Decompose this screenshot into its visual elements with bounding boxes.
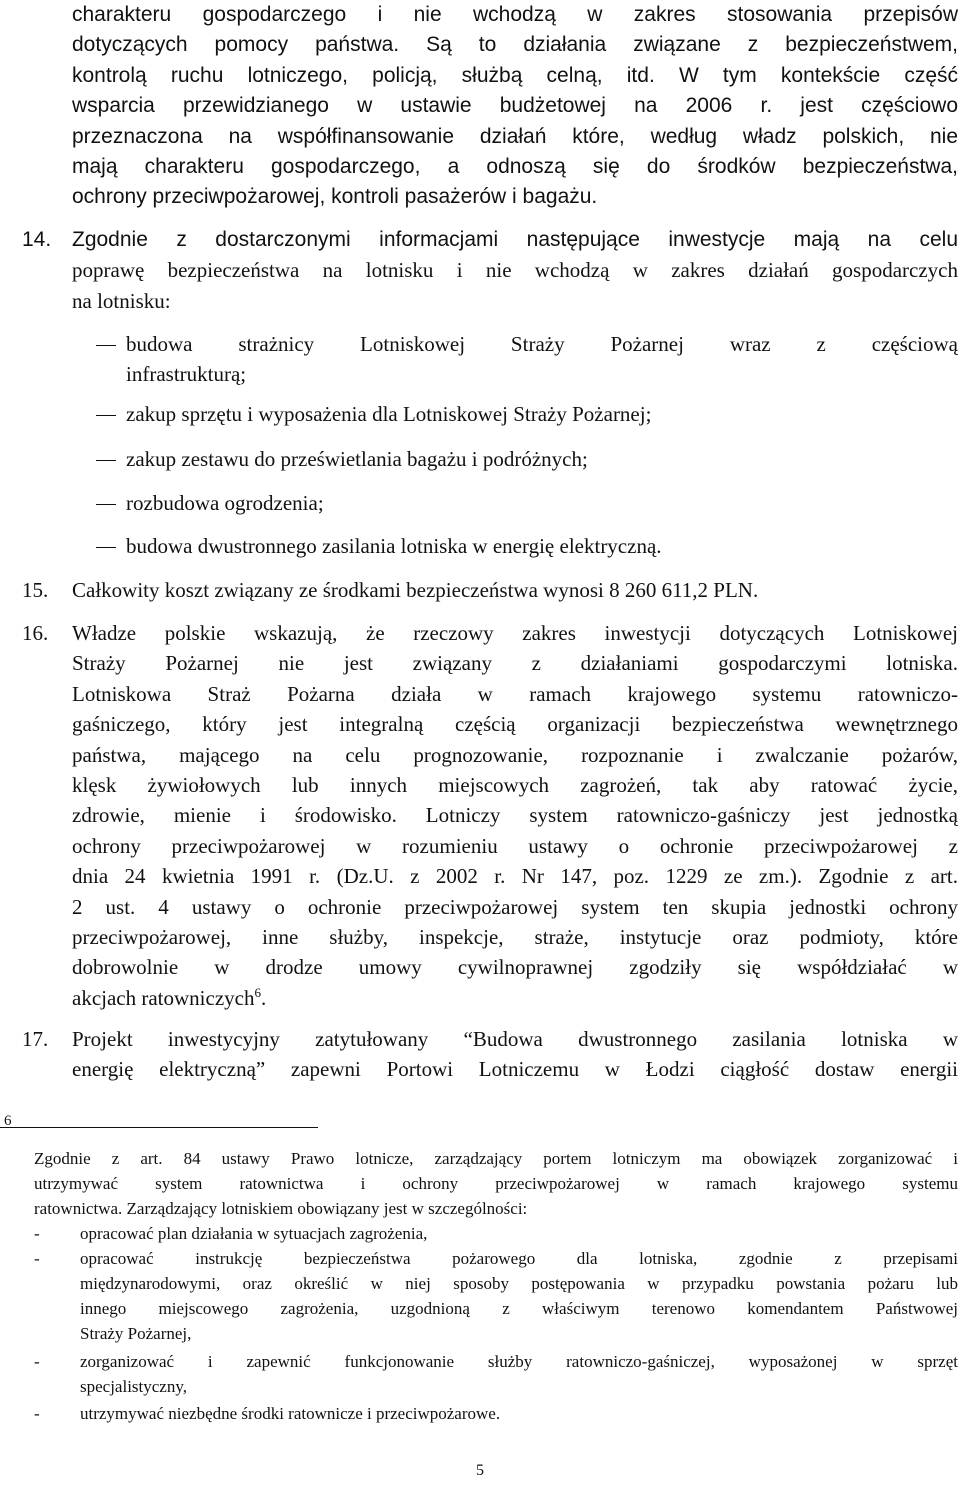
paragraph-number-16: 16.: [22, 621, 49, 645]
bullet-item: zakup sprzętu i wyposażenia dla Lotniskowej Straży Pożarnej;: [126, 402, 652, 426]
bullet-item: [126, 329, 958, 390]
text-line: dobrowolnie w drodze umowy cywilnoprawnej zgodziły się współdziałać w: [72, 955, 958, 980]
bullet-item: zakup zestawu do prześwietlania bagażu i podróżnych;: [126, 447, 588, 471]
footnote-list-item: [80, 1221, 958, 1246]
paragraph-14-intro: [72, 225, 958, 316]
footnote-line: opracować plan działania w sytuacjach zagrożenia,: [80, 1224, 428, 1243]
footnote-line: Zgodnie z art. 84 ustawy Prawo lotnicze, zarządzający portem lotniczym ma obowiązek zorganizować i: [34, 1149, 958, 1168]
footnote-dash: -: [34, 1404, 40, 1423]
paragraph-15: Całkowity koszt związany ze środkami bezpieczeństwa wynosi 8 260 611,2 PLN.: [72, 578, 759, 602]
text-line: wsparcia przewidzianego w ustawie budżetowej na 2006 r. jest częściowo: [72, 94, 958, 118]
text-line: poprawę bezpieczeństwa na lotnisku i nie wchodzą w zakres działań gospodarczych: [72, 258, 958, 283]
text-fragment: akcjach ratowniczych: [72, 985, 255, 1010]
text-fragment: .: [260, 985, 267, 1010]
footnote-line: Straży Pożarnej,: [80, 1324, 192, 1343]
bullet-dash: [96, 460, 116, 461]
text-line: Straży Pożarnej nie jest związany z działaniami gospodarczymi lotniska.: [72, 651, 958, 676]
page-number: 5: [476, 1462, 484, 1479]
footnote-line: innego miejscowego zagrożenia, uzgodnioną z właściwym terenowo komendantem Państwowej: [80, 1299, 958, 1318]
bullet-line: infrastrukturą;: [126, 362, 247, 387]
footnote-line: utrzymywać niezbędne środki ratownicze i przeciwpożarowe.: [80, 1404, 501, 1423]
paragraph-16: [72, 618, 958, 1013]
text-line: ochrony przeciwpożarowej, kontroli pasażerów i bagażu.: [72, 185, 598, 209]
text-line: [72, 983, 958, 1013]
text-line: państwa, mającego na celu prognozowanie, rozpoznanie i zwalczanie pożarów,: [72, 742, 958, 767]
bullet-item: rozbudowa ogrodzenia;: [126, 491, 324, 515]
bullet-dash: [96, 547, 116, 548]
paragraph-number-17: 17.: [22, 1027, 49, 1051]
footnote-line: ratownictwa. Zarządzający lotniskiem obowiązany jest w szczególności:: [34, 1199, 528, 1218]
bullet-item: budowa dwustronnego zasilania lotniska w energię elektryczną.: [126, 534, 662, 558]
footnote-line: utrzymywać system ratownictwa i ochrony przeciwpożarowej w ramach krajowego systemu: [34, 1174, 958, 1193]
footnote-line: opracować instrukcję bezpieczeństwa pożarowego dla lotniska, zgodnie z przepisami: [80, 1249, 958, 1268]
text-line: Władze polskie wskazują, że rzeczowy zakres inwestycji dotyczących Lotniskowej: [72, 621, 958, 645]
text-line: mają charakteru gospodarczego, a odnoszą się do środków bezpieczeństwa,: [72, 155, 958, 179]
text-line: zdrowie, mienie i środowisko. Lotniczy system ratowniczo-gaśniczy jest jednostką: [72, 803, 958, 828]
text-line: ochrony przeciwpożarowej w rozumieniu ustawy o ochronie przeciwpożarowej z: [72, 833, 958, 858]
text-line: Projekt inwestycyjny zatytułowany “Budowa dwustronnego zasilania lotniska w: [72, 1027, 958, 1051]
footnote-line: międzynarodowymi, oraz określić w niej sposoby postępowania w przypadku powstania pożaru lub: [80, 1274, 958, 1293]
text-line: 2 ust. 4 ustawy o ochronie przeciwpożarowej system ten skupia jednostki ochrony: [72, 894, 958, 919]
intro-paragraph: [72, 0, 958, 213]
text-line: energię elektryczną” zapewni Portowi Lotniczemu w Łodzi ciągłość dostaw energii: [72, 1057, 958, 1082]
footnote-list-item: [80, 1401, 958, 1426]
footnote-text: [34, 1146, 958, 1221]
bullet-dash: [96, 415, 116, 416]
footnote-line: specjalistyczny,: [80, 1377, 187, 1396]
paragraph-number-14: 14.: [22, 228, 52, 251]
text-line: dnia 24 kwietnia 1991 r. (Dz.U. z 2002 r. Nr 147, poz. 1229 ze zm.). Zgodnie z art.: [72, 864, 958, 889]
paragraph-17: [72, 1024, 958, 1085]
paragraph-number-15: 15.: [22, 578, 49, 602]
bullet-dash: [96, 504, 116, 505]
footnote-reference: 6: [254, 984, 261, 1000]
text-line: Zgodnie z dostarczonymi informacjami następujące inwestycje mają na celu: [72, 228, 958, 251]
text-line: przeznaczona na współfinansowanie działań które, według władz polskich, nie: [72, 124, 958, 148]
text-line: przeciwpożarowej, inne służby, inspekcje, straże, instytucje oraz podmioty, które: [72, 925, 958, 950]
footnote-separator: [0, 1127, 318, 1128]
text-line: kontrolą ruchu lotniczego, policją, służbą celną, itd. W tym kontekście część: [72, 63, 958, 87]
footnote-list-item: [80, 1246, 958, 1346]
text-line: gaśniczego, który jest integralną częścią organizacji bezpieczeństwa wewnętrznego: [72, 712, 958, 737]
text-line: klęsk żywiołowych lub innych miejscowych zagrożeń, tak aby ratować życie,: [72, 773, 958, 798]
footnote-dash: -: [34, 1249, 40, 1268]
footnote-mark: 6: [4, 1113, 12, 1129]
text-line: Lotniskowa Straż Pożarna działa w ramach krajowego systemu ratowniczo-: [72, 681, 958, 706]
footnote-dash: -: [34, 1224, 40, 1243]
bullet-dash: [96, 345, 116, 346]
text-line: na lotnisku:: [72, 288, 171, 313]
text-line: dotyczących pomocy państwa. Są to działania związane z bezpieczeństwem,: [72, 33, 958, 57]
footnote-dash: -: [34, 1352, 40, 1371]
footnote-line: zorganizować i zapewnić funkcjonowanie służby ratowniczo-gaśniczej, wyposażonej w sprzęt: [80, 1352, 958, 1371]
text-line: charakteru gospodarczego i nie wchodzą w zakres stosowania przepisów: [72, 3, 958, 26]
bullet-line: budowa strażnicy Lotniskowej Straży Pożarnej wraz z częściową: [126, 332, 958, 356]
footnote-list-item: [80, 1349, 958, 1399]
